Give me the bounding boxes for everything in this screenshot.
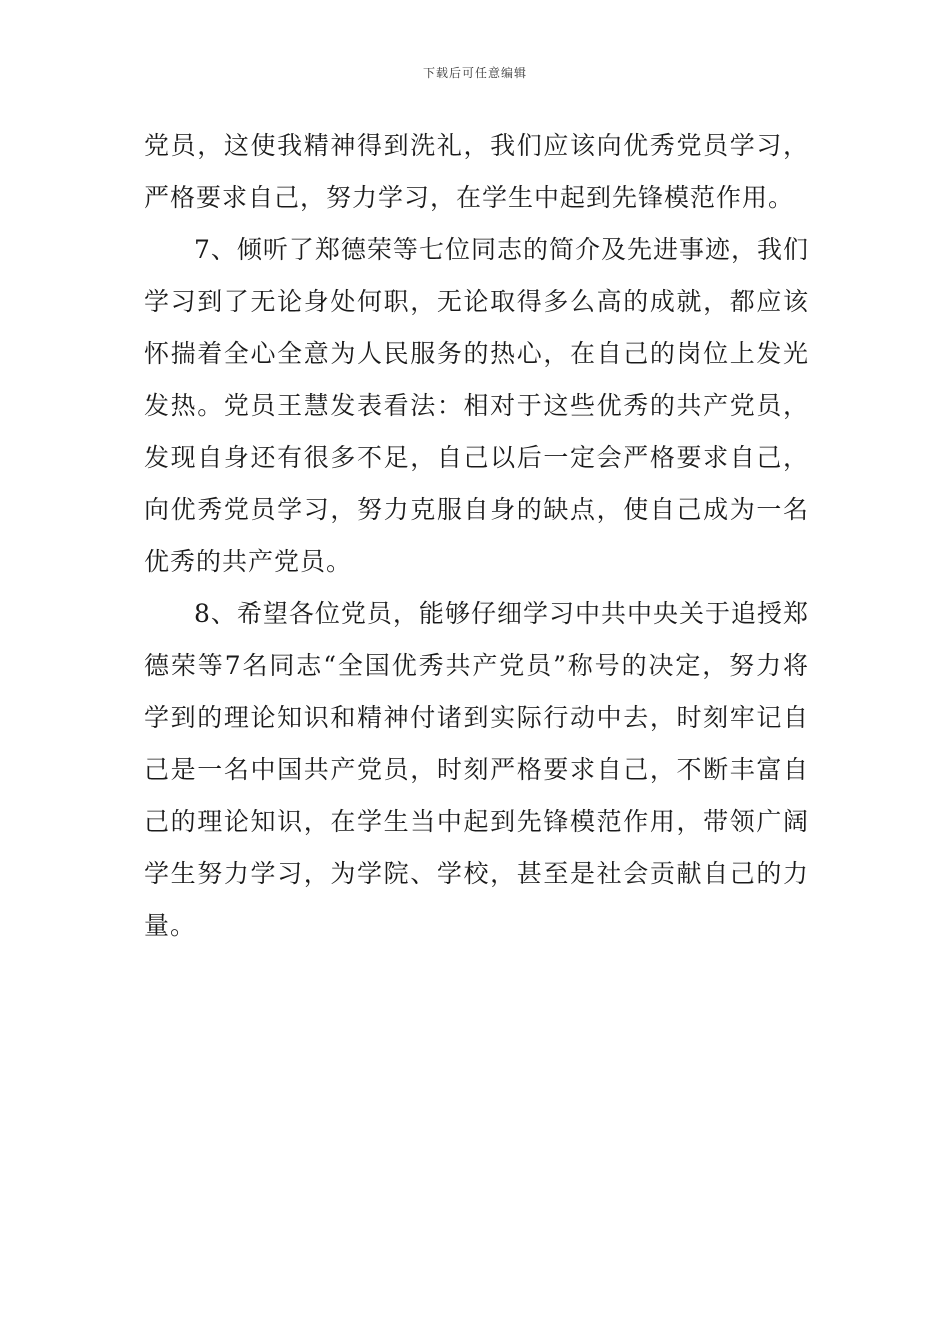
document-body [144,120,809,952]
page-header-note: 下载后可任意编辑 [422,66,527,80]
paragraph-continuation: 党员，这使我精神得到洗礼，我们应该向优秀党员学习，严格要求自己，努力学习，在学生中起到先锋模范作用。 [144,131,809,212]
paragraph-item-7: 7、倾听了郑德荣等七位同志的简介及先进事迹，我们学习到了无论身处何职，无论取得多么高的成就，都应该怀揣着全心全意为人民服务的热心，在自己的岗位上发光发热。党员王慧发表看法：相对于这些优秀的共产党员，发现自身还有很多不足，自己以后一定会严格要求自己，向优秀党员学习，努力克服自身的缺点，使自己成为一名优秀的共产党员。 [144,235,809,576]
paragraph-item-8: 8、希望各位党员，能够仔细学习中共中央关于追授郑德荣等7名同志“全国优秀共产党员”称号的决定，努力将学到的理论知识和精神付诸到实际行动中去，时刻牢记自己是一名中国共产党员，时刻严格要求自己，不断丰富自己的理论知识，在学生当中起到先锋模范作用，带领广阔学生努力学习，为学院、学校，甚至是社会贡献自己的力量。 [144,599,809,940]
